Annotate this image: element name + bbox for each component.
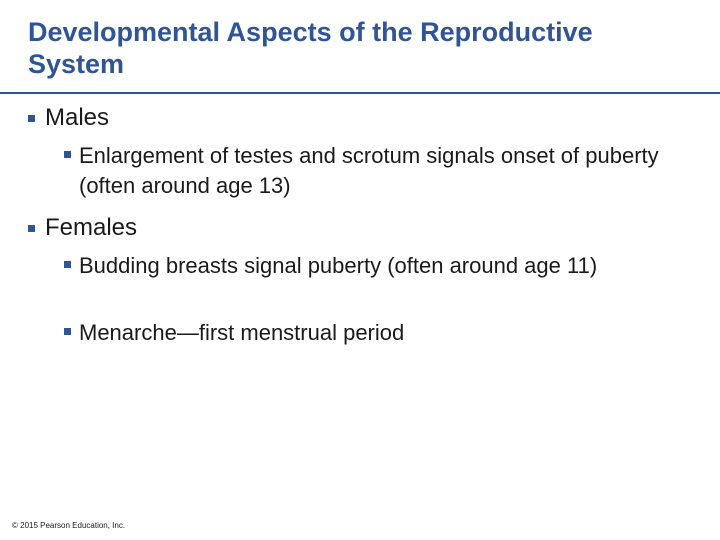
- slide-title: Developmental Aspects of the Reproductive System: [28, 17, 593, 79]
- square-bullet-icon: [64, 328, 71, 335]
- square-bullet-icon: [64, 261, 71, 268]
- sub-bullet-puberty-males: [64, 141, 664, 201]
- sub-bullet-menarche: [64, 318, 664, 348]
- sub-bullet-text: Budding breasts signal puberty (often around age 11): [79, 253, 598, 278]
- square-bullet-icon: [64, 151, 71, 158]
- copyright-footer: © 2015 Pearson Education, Inc.: [12, 521, 126, 530]
- sub-bullet-puberty-females: [64, 251, 664, 281]
- square-bullet-icon: [28, 225, 35, 232]
- bullet-females: [28, 214, 137, 242]
- square-bullet-icon: [28, 115, 35, 122]
- bullet-males: [28, 104, 109, 132]
- bullet-label: Females: [45, 214, 138, 241]
- title-divider: [0, 92, 720, 94]
- sub-bullet-text: Menarche—first menstrual period: [79, 320, 405, 345]
- sub-bullet-text: Enlargement of testes and scrotum signals onset of puberty (often around age 13): [79, 143, 659, 198]
- bullet-label: Males: [45, 104, 110, 131]
